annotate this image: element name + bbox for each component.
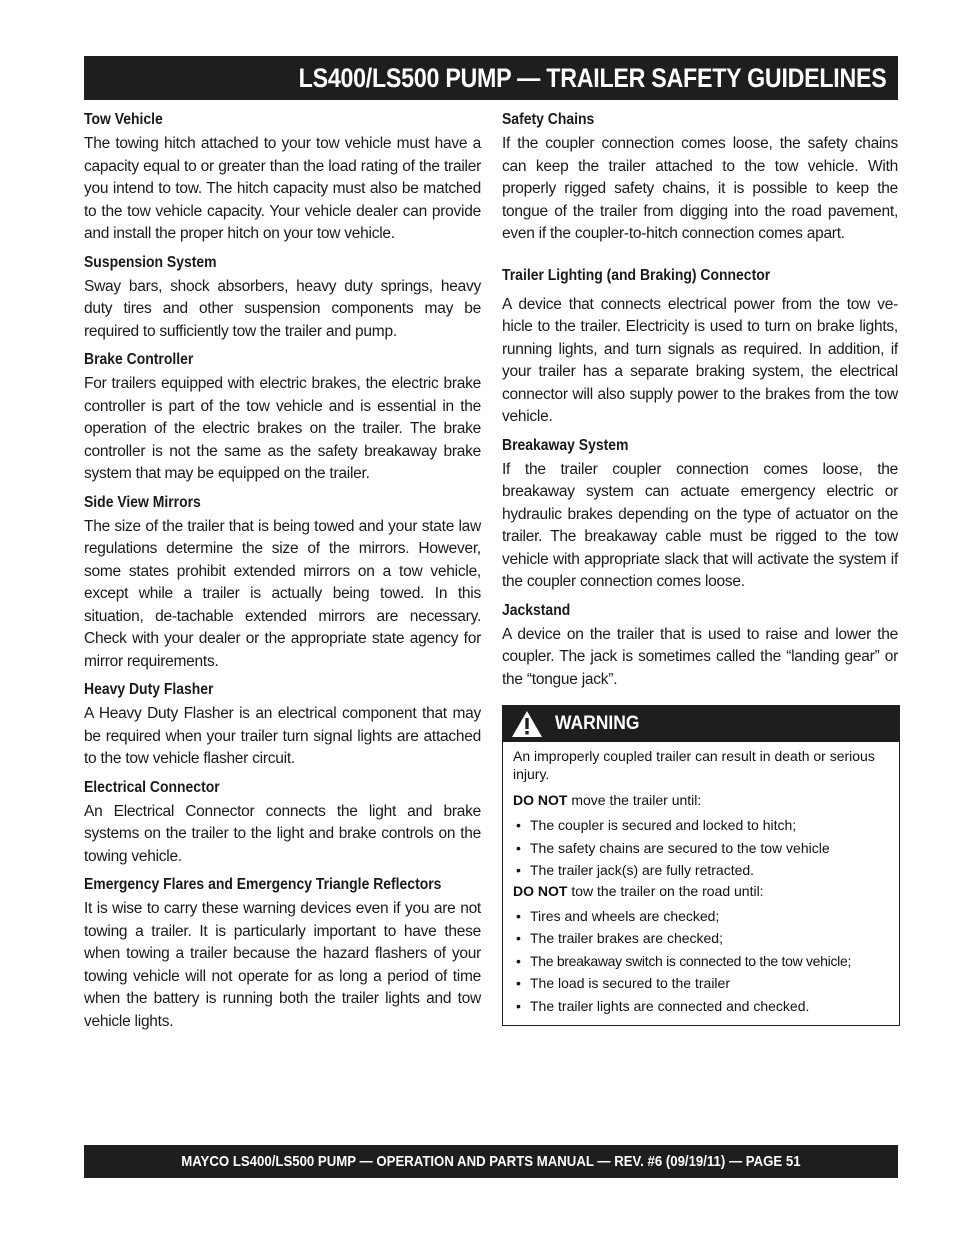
section-text: The towing hitch attached to your tow vehicle must have a capacity equal to or greater than the load rating of the trailer you intend to tow. The hitch capacity must also be matched to the tow vehicle capacity. Your vehicle dealer can provide and install the proper hitch on your tow vehicle. [84, 135, 481, 242]
list-item: • The safety chains are secured to the tow vehicle [513, 837, 889, 860]
section-text: It is wise to carry these warning devices even if you are not towing a trailer. It is particularly important to have these when towing a trailer because the hazard flashers of your towing vehicle will not operate for as long a period of time when the battery is running both the trailer lights and tow vehicle lights. [84, 900, 481, 1030]
list-item: • The load is secured to the trailer [513, 972, 889, 995]
right-column [502, 110, 898, 691]
footer-bar [84, 1145, 898, 1178]
do-not-label: DO NOT [513, 882, 568, 899]
page-title-bar [84, 56, 898, 100]
do-not-label: DO NOT [513, 792, 568, 808]
section-text: For trailers equipped with electric brakes, the electric brake controller is part of the tow vehicle and is essential in the operation of the electric brakes on the trailer. The brake controller is not the same as the safety breakaway brake system that may be equipped on the trailer. [84, 375, 481, 482]
list-item: • The coupler is secured and locked to hitch; [513, 814, 889, 837]
section-text: The size of the trailer that is being towed and your state law regulations determine the size of the mirrors. However, some states prohibit extended mirrors on a tow vehicle, except while a trailer is actually being towed. In this situation, de-tachable extended mirrors are necessary. Check with your dealer or the appropriate state agency for mirror requirements. [84, 517, 481, 670]
section-text: An Electrical Connector connects the light and brake systems on the trailer to the light and brake controls on the towing vehicle. [84, 802, 481, 865]
section-text: If the trailer coupler connection comes loose, the breakaway system can actuate emergency electric or hydraulic brakes depending on the type of actuator on the trailer. The breakaway cable must be rigged to the tow vehicle with appropriate slack that will activate the system if the coupler connection comes loose. [502, 460, 898, 590]
page-title: LS400/LS500 PUMP — TRAILER SAFETY GUIDELINES [298, 62, 886, 93]
section-side-view-mirrors [84, 493, 481, 674]
section-heading: Suspension System [84, 253, 217, 271]
section-trailer-lighting [502, 266, 898, 429]
left-column [84, 110, 481, 1033]
section-text: If the coupler connection comes loose, the safety chains can keep the trailer attached to the tow vehicle. With properly rigged safety chains, it is possible to keep the tongue of the trailer from digging into the road pavement, even if the coupler-to-hitch connection comes apart. [502, 135, 898, 242]
section-heading: Emergency Flares and Emergency Triangle Reflectors [84, 876, 442, 893]
section-heading: Side View Mirrors [84, 493, 201, 511]
footer-text: MAYCO LS400/LS500 PUMP — OPERATION AND PARTS MANUAL — REV. #6 (09/19/11) — PAGE 51 [181, 1153, 801, 1170]
section-suspension [84, 253, 481, 344]
section-heading: Jackstand [502, 601, 571, 619]
warning-box [502, 705, 900, 1026]
tow-condition: tow the trailer on the road until: [567, 882, 764, 899]
warning-tow-line [513, 882, 889, 900]
section-heading: Electrical Connector [84, 778, 220, 796]
list-item: • The breakaway switch is connected to the tow vehicle; [513, 950, 889, 973]
warning-intro: An improperly coupled trailer can result in death or serious injury. [513, 748, 875, 782]
section-tow-vehicle [84, 110, 481, 246]
warning-move-line [513, 791, 889, 809]
tow-checklist [513, 905, 889, 1018]
warning-triangle-icon [511, 710, 543, 738]
warning-body [503, 742, 899, 1017]
section-emergency-flares [84, 875, 481, 1033]
section-text: A device on the trailer that is used to raise and lower the coupler. The jack is sometimes called the “landing gear” or the “tongue jack”. [502, 625, 898, 688]
section-heavy-duty-flasher [84, 680, 481, 771]
section-text: Sway bars, shock absorbers, heavy duty springs, heavy duty tires and other suspension components may be required to sufficiently tow the trailer and pump. [84, 277, 481, 340]
section-heading: Breakaway System [502, 436, 629, 454]
section-heading: Trailer Lighting (and Braking) Connector [502, 266, 771, 284]
section-electrical-connector [84, 778, 481, 869]
section-safety-chains [502, 110, 898, 246]
section-heading: Heavy Duty Flasher [84, 681, 214, 698]
warning-label: WARNING [555, 713, 640, 734]
section-heading: Brake Controller [84, 351, 194, 368]
list-item: • The trailer jack(s) are fully retracted. [513, 859, 889, 882]
section-text: A Heavy Duty Flasher is an electrical component that may be required when your trailer turn signal lights are attached to the tow vehicle flasher circuit. [84, 705, 481, 767]
warning-header [503, 706, 899, 742]
move-condition: move the trailer until: [567, 792, 702, 808]
list-item: • The trailer brakes are checked; [513, 927, 889, 950]
section-heading: Tow Vehicle [84, 111, 163, 128]
section-breakaway-system [502, 436, 898, 594]
section-jackstand [502, 601, 898, 692]
section-text: A device that connects electrical power from the tow ve-hicle to the trailer. Electricity is used to turn on brake lights, running lights, and turn signals as required. In addition, if your trailer has a separate braking system, the electrical connector will also supply power to the brakes from the tow vehicle. [502, 295, 898, 425]
section-brake-controller [84, 350, 481, 486]
list-item: • Tires and wheels are checked; [513, 905, 889, 928]
move-checklist [513, 814, 889, 882]
section-heading: Safety Chains [502, 111, 595, 128]
list-item: • The trailer lights are connected and checked. [513, 995, 889, 1018]
